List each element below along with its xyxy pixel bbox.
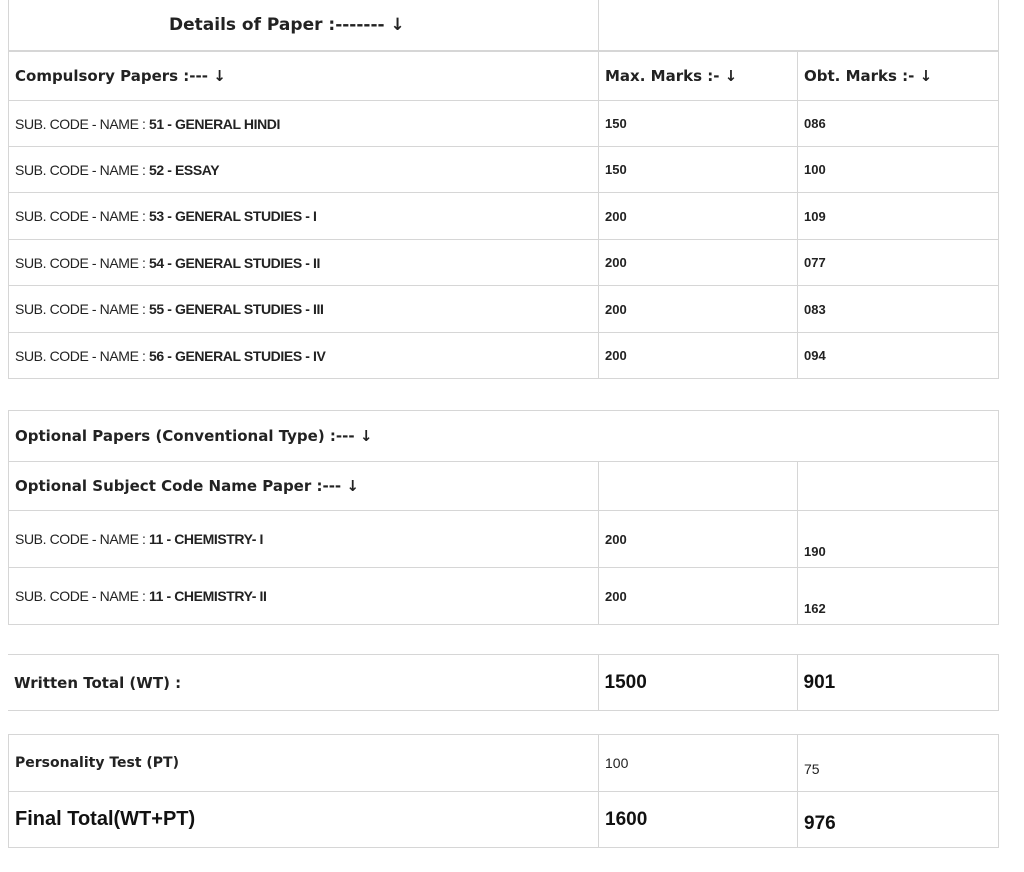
- subject-cell: [9, 147, 599, 193]
- compulsory-papers-table: [8, 50, 999, 379]
- subject-code-name: 51 - GENERAL HINDI: [148, 115, 280, 132]
- subject-cell: [9, 101, 599, 147]
- max-marks-header: Max. Marks :- ↓: [599, 51, 798, 101]
- max-marks-cell: 200: [599, 286, 798, 333]
- details-header-table: [8, 0, 999, 52]
- details-blank-cell: [599, 0, 999, 52]
- table-row: [9, 240, 999, 286]
- subject-prefix: SUB. CODE - NAME :: [15, 208, 149, 224]
- subject-prefix: SUB. CODE - NAME :: [15, 531, 149, 547]
- table-row: [9, 511, 999, 568]
- optional-papers-table: [8, 410, 999, 625]
- written-total-row: [8, 655, 998, 711]
- subject-prefix: SUB. CODE - NAME :: [15, 301, 149, 317]
- written-total-label: Written Total (WT) :: [8, 655, 598, 711]
- obt-marks-cell: 077: [798, 240, 999, 286]
- max-marks-cell: 200: [599, 240, 798, 286]
- table-row: [9, 286, 999, 333]
- subject-code-name: 55 - GENERAL STUDIES - III: [148, 301, 324, 317]
- personality-obt: 75: [798, 735, 999, 792]
- subject-prefix: SUB. CODE - NAME :: [15, 254, 149, 271]
- obt-marks-header: Obt. Marks :- ↓: [798, 51, 999, 101]
- subject-cell: [9, 568, 599, 625]
- obt-marks-cell: 083: [798, 286, 999, 333]
- subject-code-name: 56 - GENERAL STUDIES - IV: [148, 347, 326, 364]
- max-marks-cell: 200: [599, 193, 798, 240]
- obt-marks-cell: 094: [798, 333, 999, 379]
- subject-cell: [9, 511, 599, 568]
- max-marks-cell: 200: [599, 568, 798, 625]
- obt-marks-cell: 162: [798, 568, 999, 625]
- compulsory-header: Compulsory Papers :--- ↓: [9, 51, 599, 101]
- subject-cell: [9, 240, 599, 286]
- personality-row: [9, 735, 999, 792]
- optional-subheader: Optional Subject Code Name Paper :--- ↓: [9, 462, 599, 511]
- optional-header-row: [9, 411, 999, 462]
- subject-prefix: SUB. CODE - NAME :: [15, 347, 149, 364]
- obt-marks-cell: 100: [798, 147, 999, 193]
- final-total-max: 1600: [599, 792, 798, 848]
- table-row: [9, 333, 999, 379]
- personality-max: 100: [599, 735, 798, 792]
- max-marks-cell: 150: [599, 147, 798, 193]
- subject-cell: [9, 286, 599, 333]
- compulsory-header-row: [9, 51, 999, 101]
- max-marks-cell: 150: [599, 101, 798, 147]
- optional-header: Optional Papers (Conventional Type) :--- ↓: [9, 411, 999, 462]
- obt-marks-cell: 190: [798, 511, 999, 568]
- final-total-row: [9, 792, 999, 848]
- max-marks-cell: 200: [599, 511, 798, 568]
- max-marks-cell: 200: [599, 333, 798, 379]
- empty-cell: [599, 462, 798, 511]
- subject-code-name: 11 - CHEMISTRY- II: [148, 588, 267, 604]
- obt-marks-cell: 086: [798, 101, 999, 147]
- written-total-max: 1500: [598, 655, 797, 711]
- table-row: [9, 101, 999, 147]
- written-total-table: [8, 654, 999, 711]
- subject-cell: [9, 333, 599, 379]
- empty-cell: [798, 462, 999, 511]
- subject-prefix: SUB. CODE - NAME :: [15, 161, 149, 178]
- subject-code-name: 53 - GENERAL STUDIES - I: [148, 208, 317, 224]
- written-total-obt: 901: [797, 655, 998, 711]
- subject-cell: [9, 193, 599, 240]
- subject-code-name: 52 - ESSAY: [148, 161, 220, 178]
- optional-subheader-row: [9, 462, 999, 511]
- table-row: [9, 568, 999, 625]
- subject-code-name: 11 - CHEMISTRY- I: [148, 531, 264, 547]
- details-title: Details of Paper :------- ↓: [9, 0, 599, 52]
- obt-marks-cell: 109: [798, 193, 999, 240]
- final-total-label: Final Total(WT+PT): [9, 792, 599, 848]
- final-table: [8, 734, 999, 848]
- subject-prefix: SUB. CODE - NAME :: [15, 115, 149, 132]
- table-row: [9, 147, 999, 193]
- final-total-obt: 976: [798, 792, 999, 848]
- table-row: [9, 193, 999, 240]
- personality-label: Personality Test (PT): [9, 735, 599, 792]
- subject-code-name: 54 - GENERAL STUDIES - II: [148, 254, 320, 271]
- subject-prefix: SUB. CODE - NAME :: [15, 588, 149, 604]
